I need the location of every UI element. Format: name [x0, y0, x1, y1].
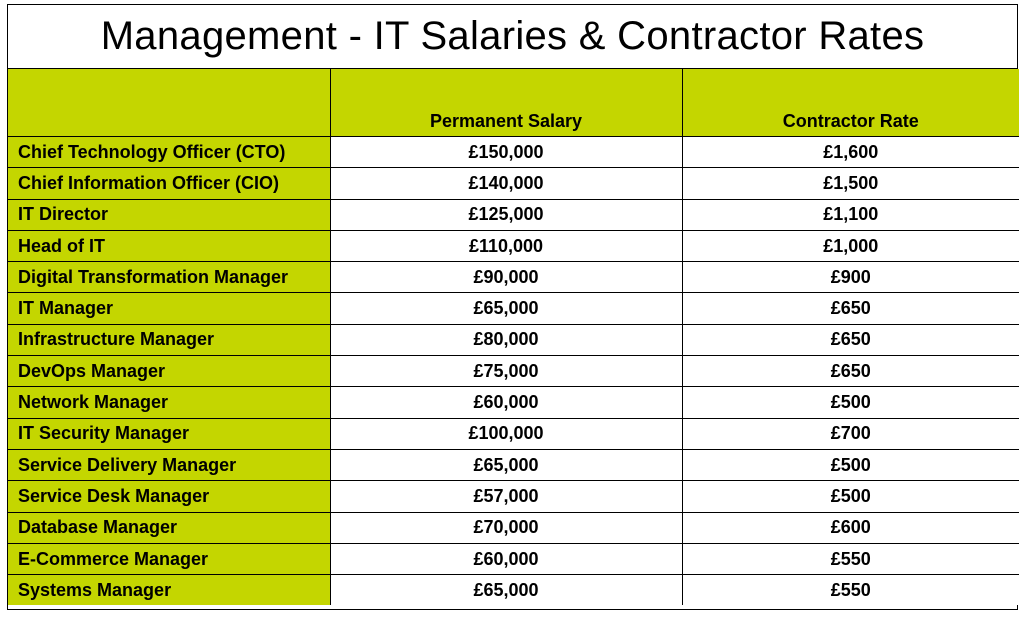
salary-cell: £65,000: [330, 449, 682, 480]
contractor-rate-cell: £650: [682, 356, 1019, 387]
contractor-rate-cell: £1,500: [682, 168, 1019, 199]
role-cell: Digital Transformation Manager: [8, 262, 330, 293]
salary-cell: £75,000: [330, 356, 682, 387]
table-row: [8, 262, 1019, 293]
salary-table: [8, 69, 1019, 605]
table-row: [8, 230, 1019, 261]
page-title: Management - IT Salaries & Contractor Rates: [8, 5, 1017, 69]
header-corner-cell: [8, 69, 330, 137]
table-row: [8, 543, 1019, 574]
salary-cell: £90,000: [330, 262, 682, 293]
table-row: [8, 449, 1019, 480]
role-cell: Infrastructure Manager: [8, 324, 330, 355]
contractor-rate-cell: £600: [682, 512, 1019, 543]
role-cell: IT Manager: [8, 293, 330, 324]
contractor-rate-cell: £700: [682, 418, 1019, 449]
table-body: [8, 137, 1019, 606]
role-cell: Service Desk Manager: [8, 481, 330, 512]
table-header-row: [8, 69, 1019, 137]
contractor-rate-cell: £1,100: [682, 199, 1019, 230]
role-cell: IT Security Manager: [8, 418, 330, 449]
contractor-rate-cell: £1,600: [682, 137, 1019, 168]
salary-cell: £110,000: [330, 230, 682, 261]
salary-cell: £70,000: [330, 512, 682, 543]
salary-cell: £57,000: [330, 481, 682, 512]
role-cell: Systems Manager: [8, 575, 330, 606]
salary-sheet: [7, 4, 1018, 610]
contractor-rate-cell: £650: [682, 293, 1019, 324]
salary-cell: £100,000: [330, 418, 682, 449]
salary-cell: £140,000: [330, 168, 682, 199]
salary-cell: £65,000: [330, 575, 682, 606]
salary-cell: £150,000: [330, 137, 682, 168]
role-cell: Chief Technology Officer (CTO): [8, 137, 330, 168]
contractor-rate-cell: £650: [682, 324, 1019, 355]
salary-cell: £65,000: [330, 293, 682, 324]
table-row: [8, 481, 1019, 512]
table-row: [8, 168, 1019, 199]
salary-cell: £60,000: [330, 543, 682, 574]
role-cell: Service Delivery Manager: [8, 449, 330, 480]
table-row: [8, 293, 1019, 324]
table-row: [8, 137, 1019, 168]
role-cell: IT Director: [8, 199, 330, 230]
contractor-rate-cell: £500: [682, 387, 1019, 418]
role-cell: Network Manager: [8, 387, 330, 418]
role-cell: Database Manager: [8, 512, 330, 543]
salary-cell: £125,000: [330, 199, 682, 230]
table-row: [8, 356, 1019, 387]
contractor-rate-cell: £1,000: [682, 230, 1019, 261]
table-row: [8, 418, 1019, 449]
table-row: [8, 199, 1019, 230]
salary-cell: £80,000: [330, 324, 682, 355]
role-cell: Head of IT: [8, 230, 330, 261]
table-row: [8, 575, 1019, 606]
table-row: [8, 324, 1019, 355]
contractor-rate-cell: £550: [682, 543, 1019, 574]
contractor-rate-cell: £500: [682, 481, 1019, 512]
salary-cell: £60,000: [330, 387, 682, 418]
role-cell: E-Commerce Manager: [8, 543, 330, 574]
contractor-rate-cell: £550: [682, 575, 1019, 606]
role-cell: Chief Information Officer (CIO): [8, 168, 330, 199]
header-permanent-salary: Permanent Salary: [330, 69, 682, 137]
contractor-rate-cell: £900: [682, 262, 1019, 293]
table-row: [8, 387, 1019, 418]
contractor-rate-cell: £500: [682, 449, 1019, 480]
header-contractor-rate: Contractor Rate: [682, 69, 1019, 137]
table-row: [8, 512, 1019, 543]
role-cell: DevOps Manager: [8, 356, 330, 387]
